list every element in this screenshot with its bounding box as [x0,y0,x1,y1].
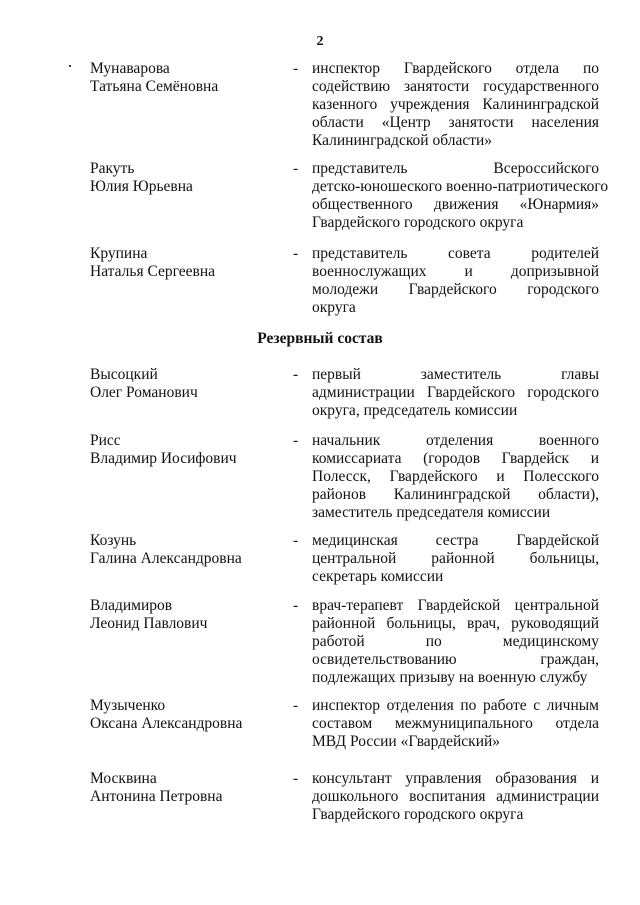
separator-dash: - [293,366,299,383]
role-text-line: работой по медицинскому [312,633,599,650]
role-text-line: инспектор Гвардейского отдела по [312,60,599,77]
role-text-line: казенного учреждения Калининградской [312,96,599,113]
role-text-line: Гвардейского городского округа [312,214,524,231]
member-name [90,532,280,568]
member-given-names: Оксана Александровна [90,715,243,732]
role-text-line: инспектор отделения по работе с личным [312,697,599,714]
member-surname: Москвина [90,770,157,787]
member-role-description [312,160,609,232]
role-text-line: подлежащих призыву на военную службу [312,669,588,686]
member-surname: Владимиров [90,597,173,614]
role-text-line: начальник отделения военного [312,432,599,449]
member-role-description [312,532,599,586]
role-text-line: первый заместитель главы [312,366,599,383]
role-text-line: общественного движения «Юнармия» [312,196,599,213]
member-role-description [312,366,599,420]
member-role-description [312,432,599,522]
member-role-description [312,245,599,317]
member-name [90,432,280,468]
member-role-description [312,770,599,824]
role-text-line: округа, председатель комиссии [312,402,518,419]
separator-dash: - [293,532,299,549]
role-text-line: молодежи Гвардейского городского [312,281,599,298]
role-text-line: заместитель председателя комиссии [312,504,551,521]
member-given-names: Владимир Иосифович [90,450,237,467]
separator-dash: - [293,770,299,787]
member-name [90,770,280,806]
role-text-line: составом межмуниципального отдела [312,715,599,732]
member-name [90,697,280,733]
member-role-description [312,597,599,687]
role-text-line: районной больницы, врач, руководящий [312,615,599,632]
separator-dash: - [293,432,299,449]
scan-mark [69,65,71,67]
role-text-line: области «Центр занятости населения [312,114,599,131]
page-number: 2 [316,34,324,49]
member-given-names: Антонина Петровна [90,788,223,805]
role-text-line: представитель совета родителей [312,245,599,262]
role-text-line: консультант управления образования и [312,770,599,787]
role-text-line: Калининградской области» [312,132,493,149]
member-given-names: Татьяна Семёновна [90,78,219,95]
role-text-line: комиссариата (городов Гвардейск и [312,450,599,467]
role-text-line: содействию занятости государственного [312,78,599,95]
member-surname: Козунь [90,532,137,549]
role-text-line: администрации Гвардейского городского [312,384,599,401]
member-role-description [312,697,599,751]
member-name [90,245,280,281]
separator-dash: - [293,60,299,77]
separator-dash: - [293,597,299,614]
role-text-line: районов Калининградской области), [312,486,599,503]
member-name [90,597,280,633]
role-text-line: Гвардейского городского округа [312,806,524,823]
role-text-line: врач-терапевт Гвардейской центральной [312,597,599,614]
separator-dash: - [293,160,299,177]
role-text-line: освидетельствованию граждан, [312,651,599,668]
role-text-line: секретарь комиссии [312,568,444,585]
role-text-line: МВД России «Гвардейский» [312,733,501,750]
role-text-line: медицинская сестра Гвардейской [312,532,599,549]
separator-dash: - [293,697,299,714]
member-given-names: Леонид Павлович [90,615,208,632]
member-given-names: Галина Александровна [90,550,242,567]
role-text-line: дошкольного воспитания администрации [312,788,599,805]
member-surname: Крупина [90,245,148,262]
member-surname: Высоцкий [90,366,158,383]
role-text-line: представитель Всероссийского [312,160,599,177]
member-surname: Рисс [90,432,121,449]
role-text-line: Полесск, Гвардейского и Полесского [312,468,599,485]
member-surname: Музыченко [90,697,166,714]
member-given-names: Олег Романович [90,384,198,401]
member-name [90,60,280,96]
role-text-line: детско-юношеского военно-патриотического [312,178,609,195]
role-text-line: округа [312,299,356,316]
member-surname: Ракуть [90,160,135,177]
member-role-description [312,60,599,150]
separator-dash: - [293,245,299,262]
member-given-names: Юлия Юрьевна [90,178,193,195]
role-text-line: военнослужащих и допризывной [312,263,599,280]
member-name [90,160,280,196]
member-name [90,366,280,402]
role-text-line: центральной районной больницы, [312,550,599,567]
member-surname: Мунаварова [90,60,170,77]
section-title-reserve: Резервный состав [257,330,383,347]
member-given-names: Наталья Сергеевна [90,263,216,280]
